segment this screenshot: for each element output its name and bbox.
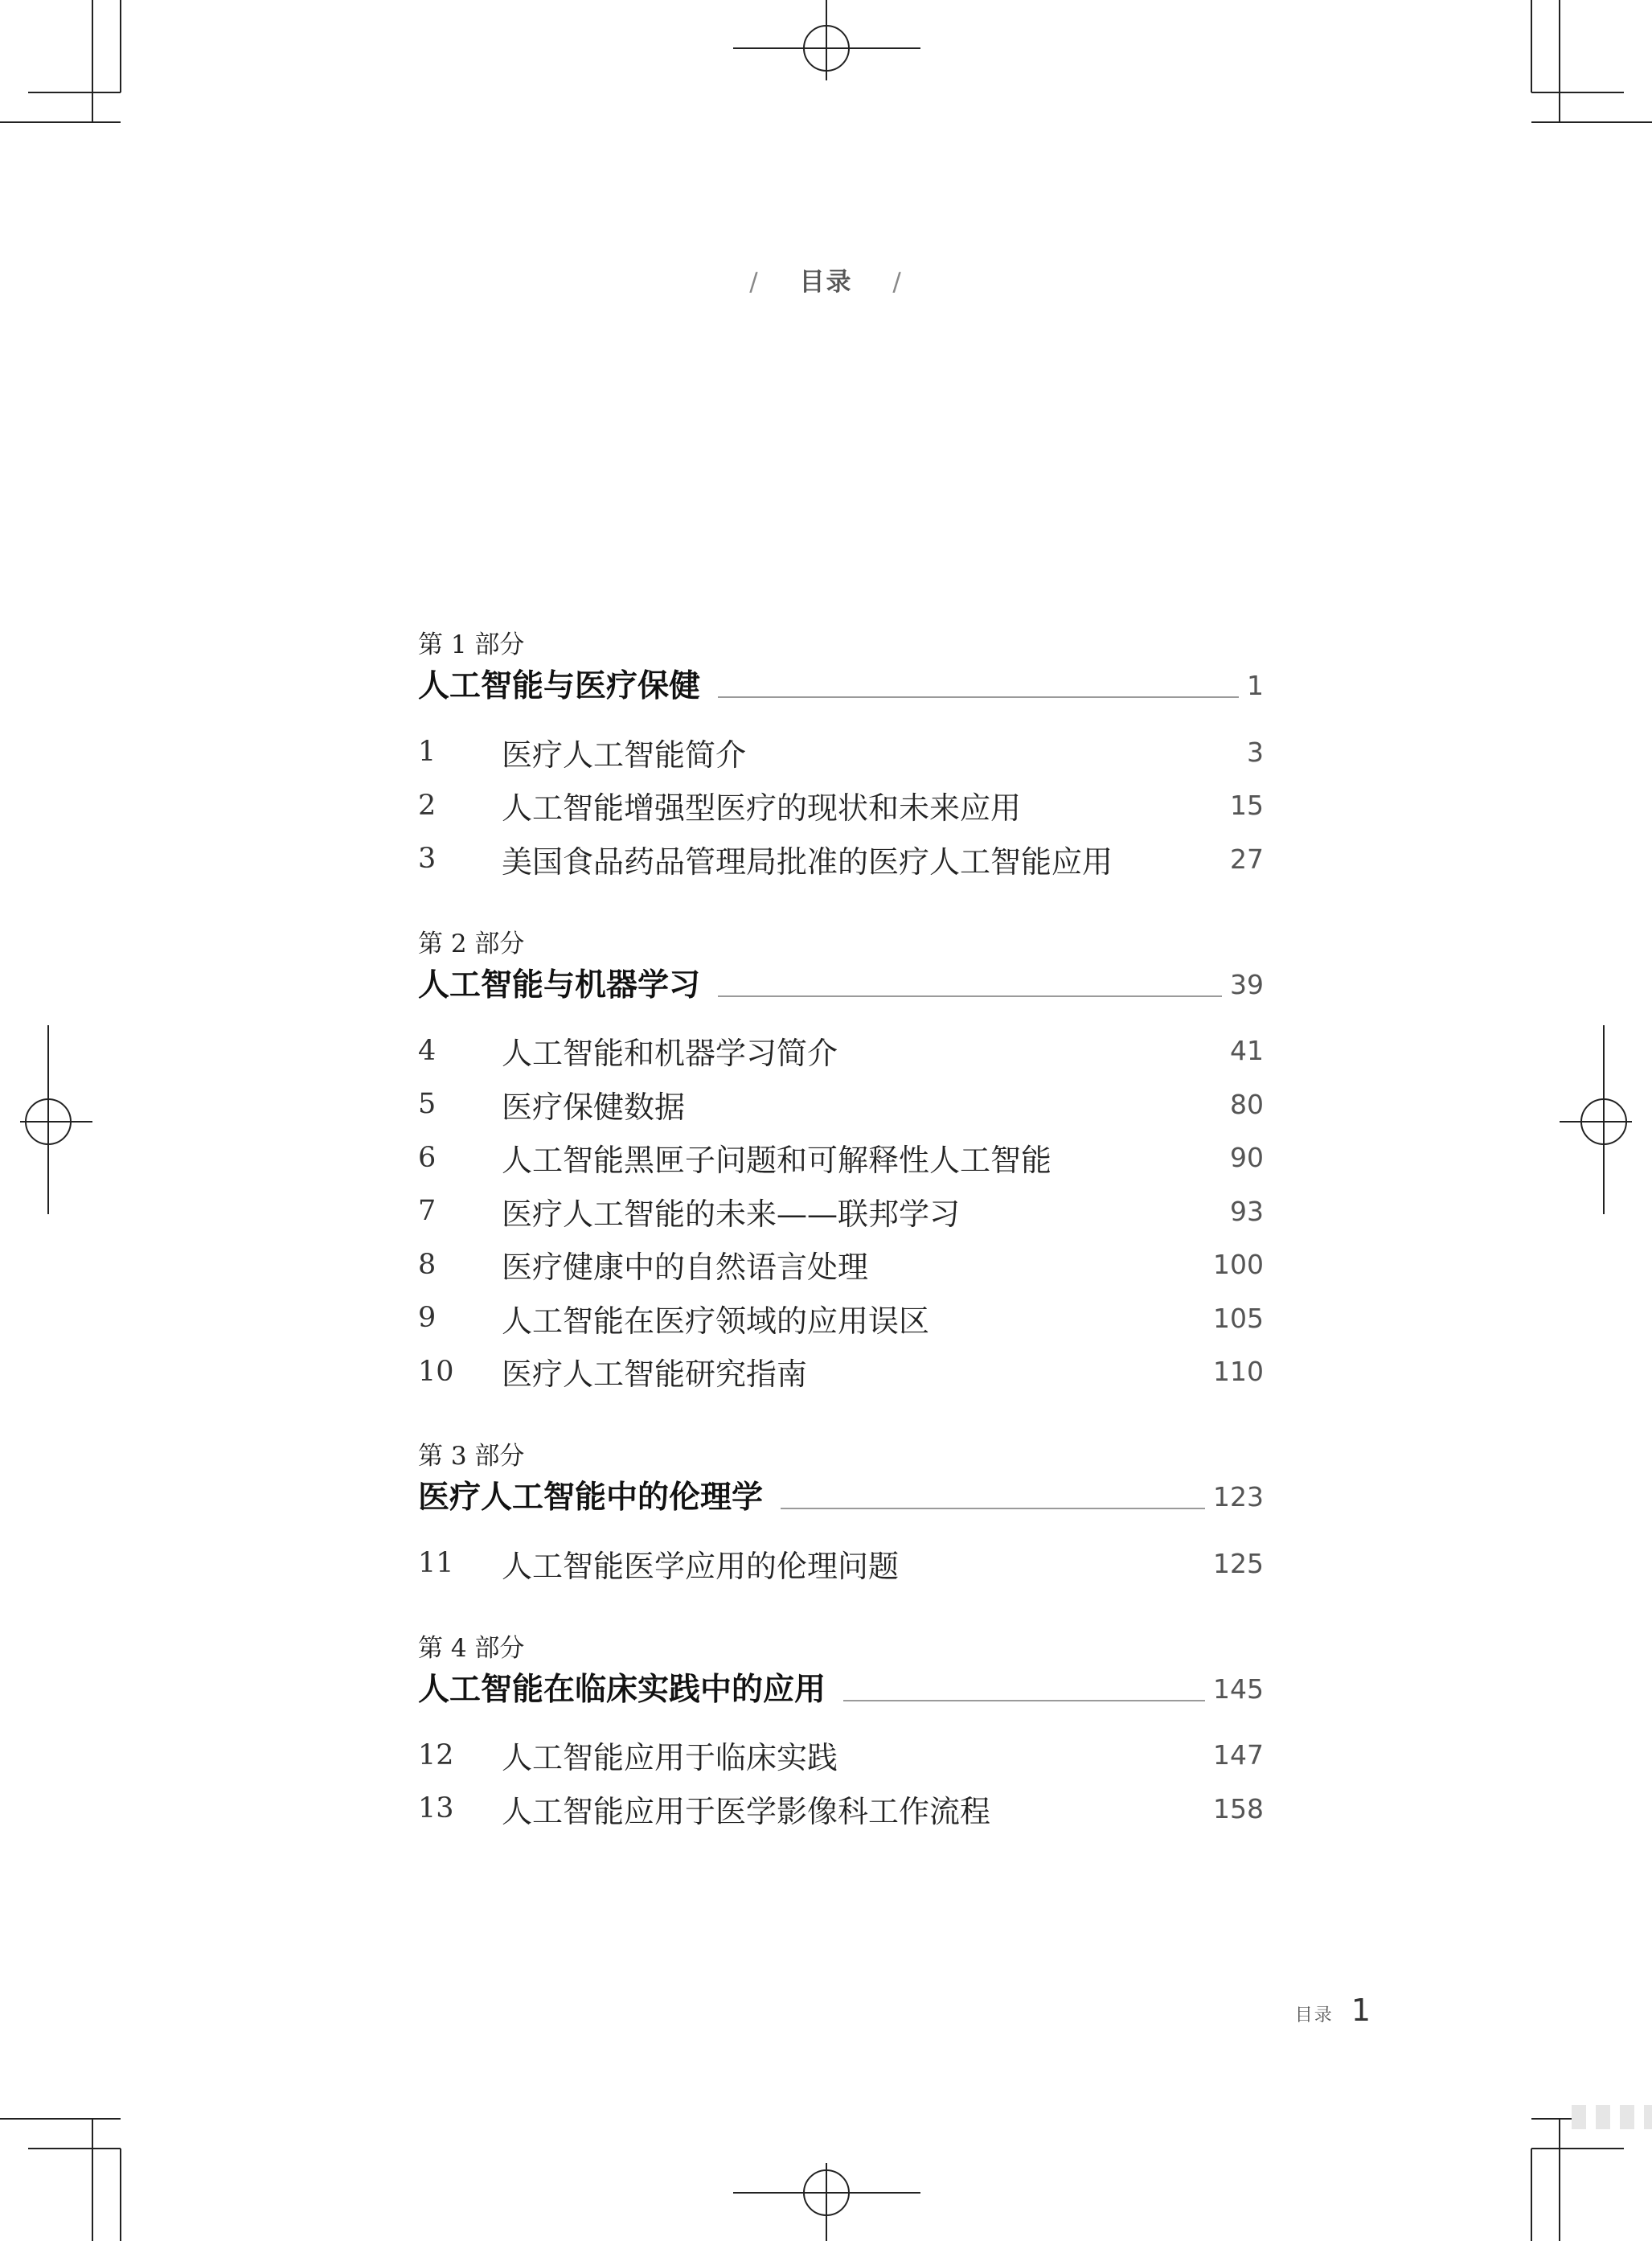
chapter-number: 4: [418, 1034, 437, 1067]
toc-chapter[interactable]: [418, 1729, 1264, 1783]
chapter-page-number: 93: [1230, 1195, 1264, 1227]
toc-part-4: [418, 1631, 1264, 1836]
toc-chapter[interactable]: [418, 1345, 1264, 1399]
part-title-row[interactable]: [418, 962, 1264, 1008]
chapter-number: 3: [418, 843, 437, 876]
toc-chapter[interactable]: [418, 725, 1264, 779]
part-label: 第 2 部分: [418, 929, 525, 958]
chapter-number: 8: [418, 1248, 437, 1281]
chapter-page-number: 90: [1230, 1142, 1264, 1174]
chapter-page-number: 158: [1213, 1792, 1264, 1824]
chapter-title: 人工智能应用于临床实践: [502, 1740, 838, 1776]
footer-label: 目录: [1294, 2005, 1334, 2026]
footer-page-number: 1: [1351, 1993, 1371, 2028]
leader-rule: [718, 995, 1222, 997]
part-label: 第 1 部分: [418, 630, 525, 659]
part-title-row[interactable]: [418, 1474, 1264, 1521]
chapter-number: 9: [418, 1302, 437, 1335]
page-title: 目录: [799, 268, 853, 297]
part-label: 第 3 部分: [418, 1442, 525, 1471]
chapter-title: 医疗保健数据: [502, 1089, 686, 1125]
chapter-number: 7: [418, 1195, 437, 1228]
toc-part-1: [418, 627, 1264, 886]
part-label: 第 4 部分: [418, 1633, 525, 1663]
header-slash-left: /: [749, 268, 760, 297]
chapter-number: 10: [418, 1355, 454, 1388]
part-title: 人工智能与医疗保健: [418, 667, 701, 704]
chapter-title: 医疗人工智能研究指南: [502, 1357, 808, 1393]
toc-chapter[interactable]: [418, 779, 1264, 833]
toc-chapter[interactable]: [418, 1291, 1264, 1345]
toc-chapter[interactable]: [418, 1024, 1264, 1078]
chapter-title: 医疗人工智能简介: [502, 737, 747, 773]
toc-part-3: [418, 1439, 1264, 1590]
page-header: [0, 261, 1652, 298]
toc-chapter[interactable]: [418, 832, 1264, 886]
header-slash-right: /: [892, 268, 903, 297]
part-page-number: 39: [1230, 968, 1264, 1000]
chapter-number: 12: [418, 1738, 454, 1771]
chapter-number: 5: [418, 1088, 437, 1121]
chapter-page-number: 27: [1230, 843, 1264, 875]
chapter-title: 医疗健康中的自然语言处理: [502, 1250, 869, 1286]
part-spacer: [418, 886, 1264, 926]
chapter-page-number: 3: [1247, 736, 1264, 768]
part-title-row[interactable]: [418, 1666, 1264, 1713]
toc-chapter[interactable]: [418, 1184, 1264, 1238]
leader-rule: [781, 1508, 1205, 1509]
chapter-number: 2: [418, 789, 437, 822]
chapter-title: 人工智能医学应用的伦理问题: [502, 1548, 900, 1584]
chapter-page-number: 15: [1230, 790, 1264, 822]
part-spacer: [418, 1590, 1264, 1631]
part-title-row[interactable]: [418, 663, 1264, 709]
chapter-page-number: 105: [1213, 1302, 1264, 1334]
leader-rule: [843, 1700, 1205, 1701]
chapter-title: 人工智能增强型医疗的现状和未来应用: [502, 790, 1022, 827]
part-title: 人工智能在临床实践中的应用: [418, 1670, 826, 1708]
part-spacer: [418, 1398, 1264, 1439]
chapter-title: 人工智能黑匣子问题和可解释性人工智能: [502, 1143, 1052, 1179]
chapter-page-number: 125: [1213, 1547, 1264, 1579]
toc-chapter[interactable]: [418, 1238, 1264, 1292]
chapter-number: 13: [418, 1792, 454, 1825]
toc-chapter[interactable]: [418, 1131, 1264, 1185]
scan-artifact: [1572, 2105, 1652, 2129]
page-footer: [1295, 1993, 1371, 2028]
part-page-number: 145: [1213, 1673, 1264, 1705]
leader-rule: [718, 696, 1239, 698]
toc-chapter[interactable]: [418, 1537, 1264, 1590]
toc-chapter[interactable]: [418, 1782, 1264, 1836]
chapter-page-number: 41: [1230, 1035, 1264, 1067]
part-page-number: 1: [1247, 670, 1264, 701]
part-title: 人工智能与机器学习: [418, 966, 701, 1004]
chapter-title: 人工智能在医疗领域的应用误区: [502, 1303, 930, 1339]
chapter-title: 美国食品药品管理局批准的医疗人工智能应用: [502, 843, 1113, 880]
toc-part-2: [418, 926, 1264, 1399]
chapter-page-number: 80: [1230, 1088, 1264, 1120]
chapter-number: 6: [418, 1141, 437, 1174]
chapter-number: 11: [418, 1547, 454, 1580]
chapter-title: 人工智能应用于医学影像科工作流程: [502, 1793, 991, 1829]
chapter-page-number: 100: [1213, 1249, 1264, 1281]
chapter-number: 1: [418, 736, 437, 769]
chapter-title: 医疗人工智能的未来——联邦学习: [502, 1196, 961, 1232]
chapter-title: 人工智能和机器学习简介: [502, 1036, 838, 1072]
part-title: 医疗人工智能中的伦理学: [418, 1479, 764, 1516]
chapter-page-number: 110: [1213, 1356, 1264, 1388]
table-of-contents: [418, 627, 1264, 1836]
chapter-page-number: 147: [1213, 1739, 1264, 1771]
toc-chapter[interactable]: [418, 1077, 1264, 1131]
part-page-number: 123: [1213, 1481, 1264, 1512]
